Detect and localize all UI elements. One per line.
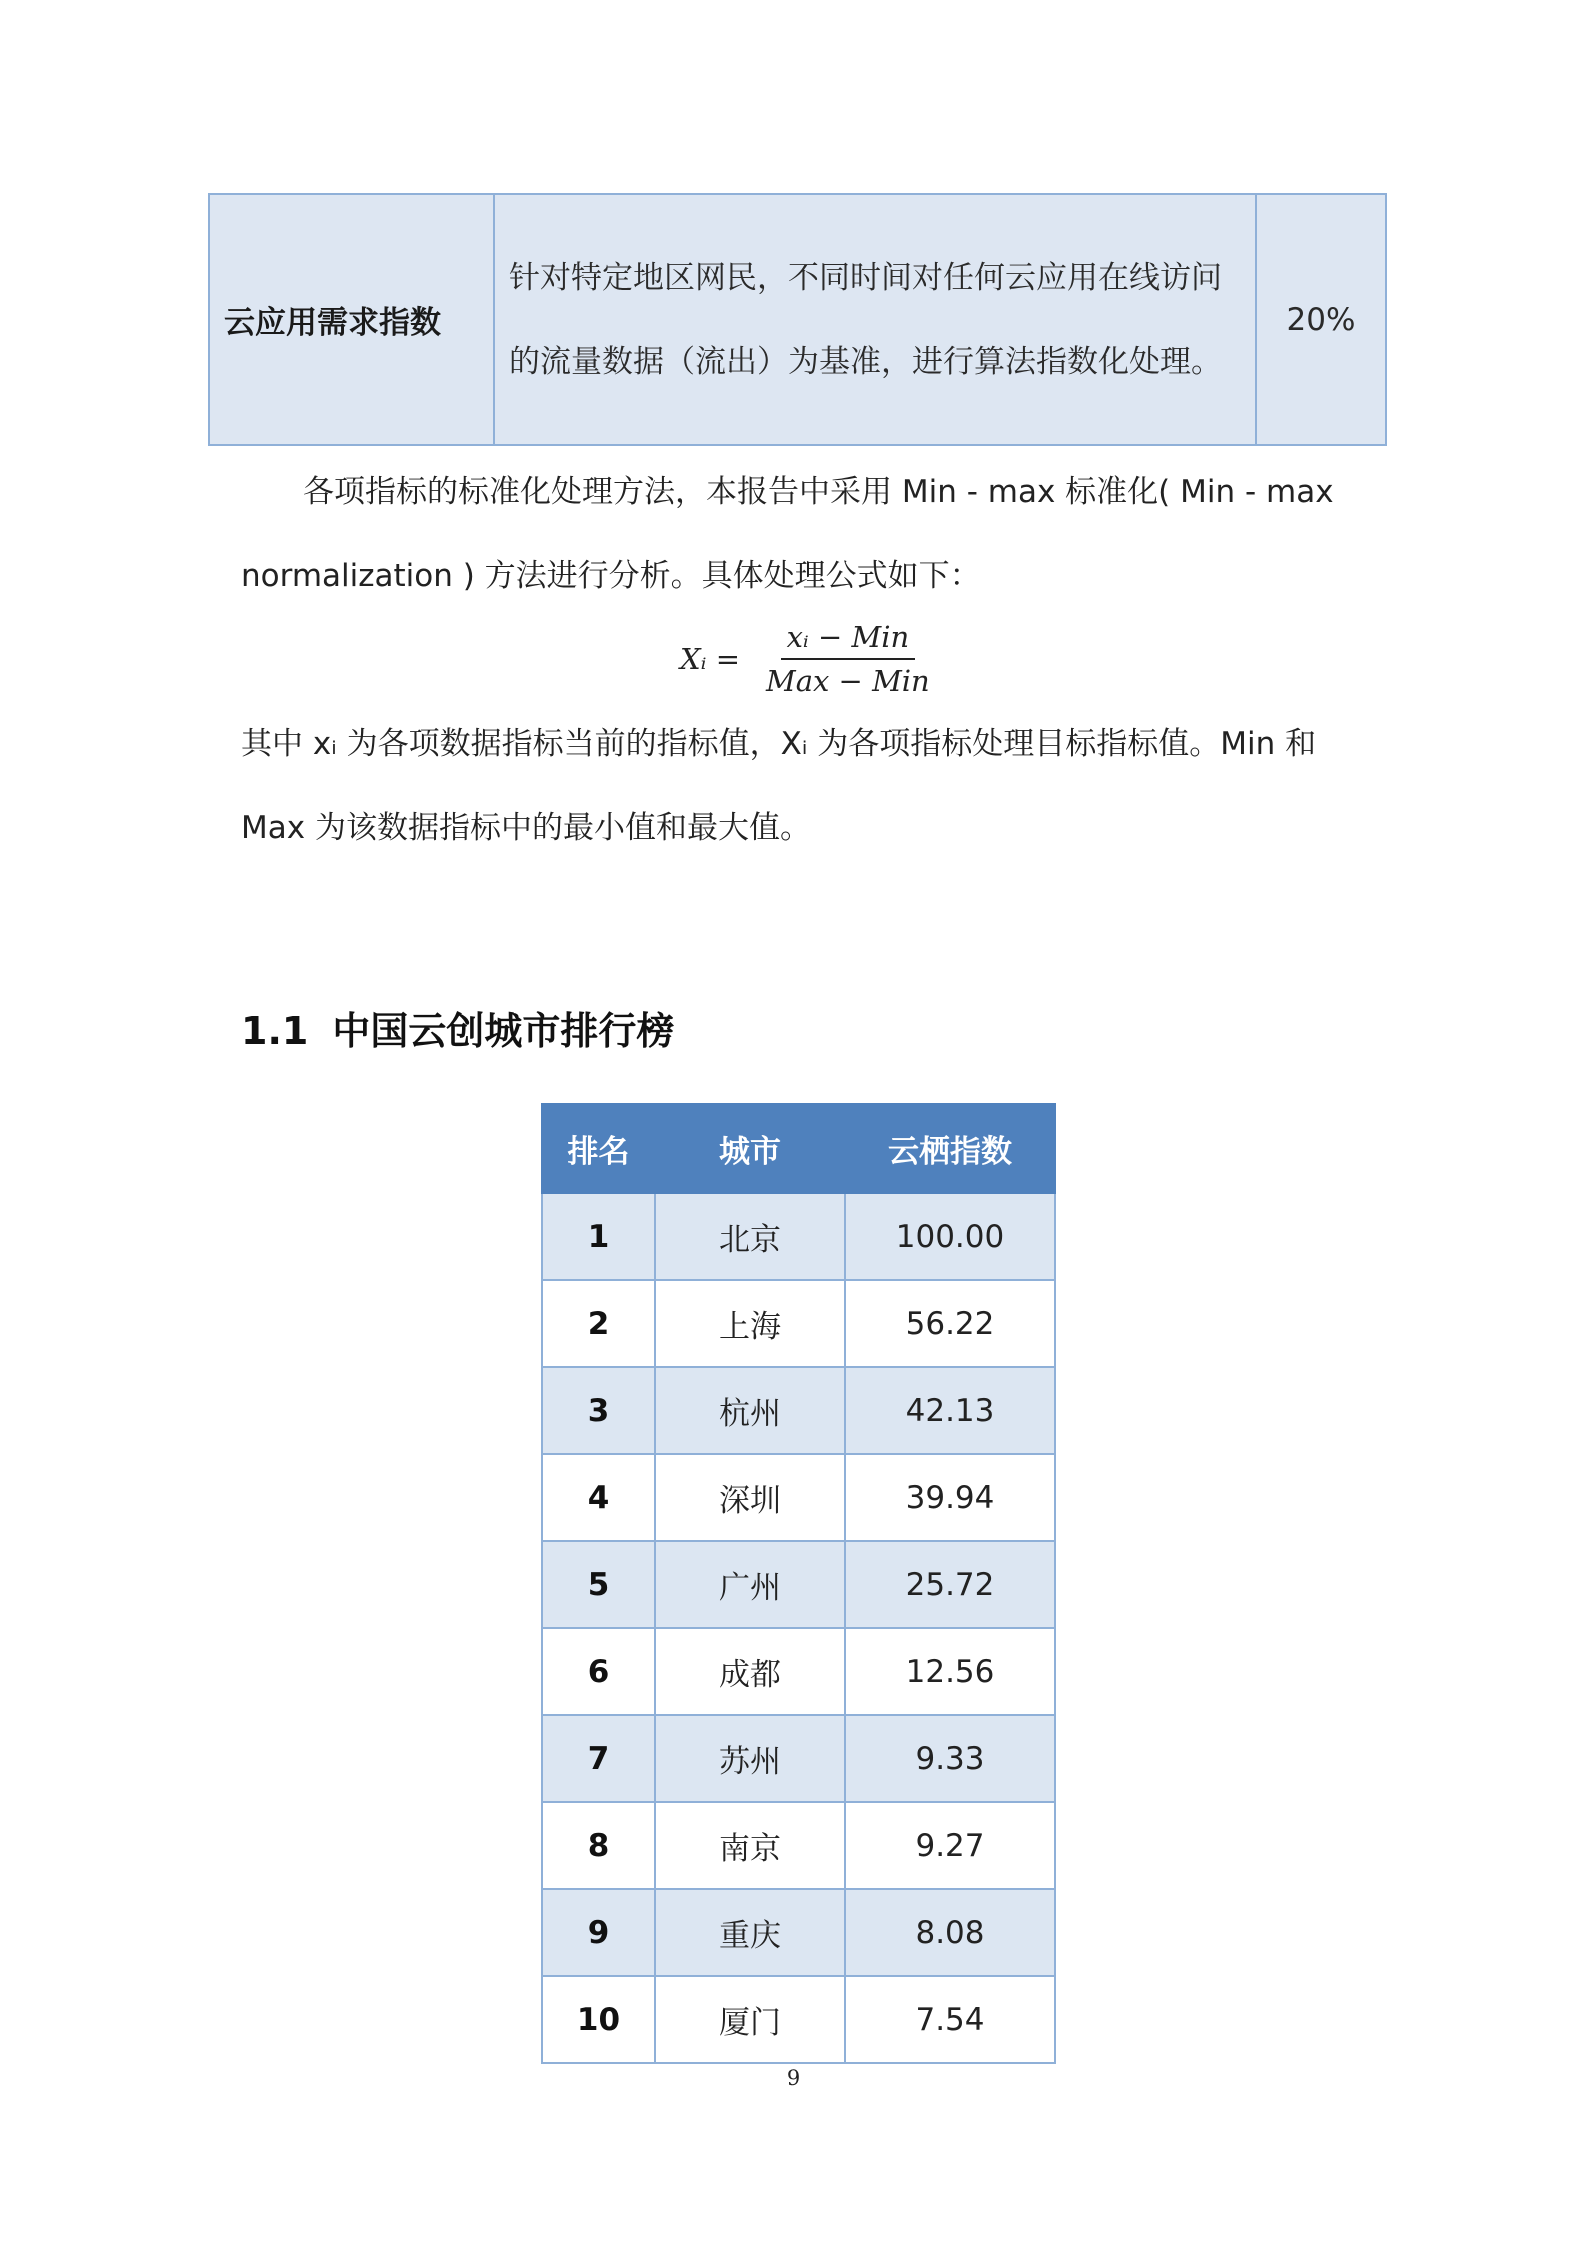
formula-denominator: Max − Min (766, 664, 930, 698)
normalization-paragraph-line-1: 各项指标的标准化处理方法，本报告中采用 Min - max 标准化( Min - max (303, 474, 1334, 510)
table-row (542, 1889, 1055, 1976)
rank-cell: 5 (542, 1541, 655, 1628)
rank-cell: 8 (542, 1802, 655, 1889)
rank-cell: 1 (542, 1193, 655, 1280)
table-row (542, 1541, 1055, 1628)
table-row (542, 1976, 1055, 2063)
header-rank: 排名 (542, 1104, 655, 1193)
city-cell: 厦门 (655, 1976, 845, 2063)
section-title: 中国云创城市排行榜 (332, 1009, 675, 1053)
header-city: 城市 (655, 1104, 845, 1193)
score-cell: 8.08 (845, 1889, 1055, 1976)
section-number: 1.1 (241, 1009, 309, 1053)
table-row (542, 1802, 1055, 1889)
rank-cell: 9 (542, 1889, 655, 1976)
index-name: 云应用需求指数 (209, 194, 494, 445)
normalization-paragraph-line-2: normalization ) 方法进行分析。具体处理公式如下： (241, 558, 981, 594)
city-cell: 苏州 (655, 1715, 845, 1802)
header-score: 云栖指数 (845, 1104, 1055, 1193)
score-cell: 12.56 (845, 1628, 1055, 1715)
rank-cell: 7 (542, 1715, 655, 1802)
rank-cell: 10 (542, 1976, 655, 2063)
city-ranking-table (541, 1103, 1056, 2064)
table-row (542, 1193, 1055, 1280)
score-cell: 42.13 (845, 1367, 1055, 1454)
score-cell: 9.33 (845, 1715, 1055, 1802)
score-cell: 100.00 (845, 1193, 1055, 1280)
index-weight: 20% (1256, 194, 1386, 445)
index-definition-table (208, 193, 1387, 446)
index-row (209, 194, 1386, 445)
city-cell: 重庆 (655, 1889, 845, 1976)
city-cell: 杭州 (655, 1367, 845, 1454)
formula-fraction (760, 620, 936, 698)
section-heading (241, 1000, 674, 1055)
score-cell: 7.54 (845, 1976, 1055, 2063)
table-row (542, 1715, 1055, 1802)
city-cell: 南京 (655, 1802, 845, 1889)
city-cell: 广州 (655, 1541, 845, 1628)
table-row (542, 1280, 1055, 1367)
score-cell: 39.94 (845, 1454, 1055, 1541)
explanation-paragraph-line-1: 其中 xᵢ 为各项数据指标当前的指标值，Xᵢ 为各项指标处理目标指标值。Min 和 (241, 726, 1317, 762)
explanation-paragraph-line-2: Max 为该数据指标中的最小值和最大值。 (241, 810, 811, 846)
score-cell: 25.72 (845, 1541, 1055, 1628)
city-cell: 深圳 (655, 1454, 845, 1541)
table-header-row (542, 1104, 1055, 1193)
rank-cell: 4 (542, 1454, 655, 1541)
score-cell: 56.22 (845, 1280, 1055, 1367)
city-cell: 上海 (655, 1280, 845, 1367)
formula-numerator: xᵢ − Min (781, 620, 916, 660)
rank-cell: 2 (542, 1280, 655, 1367)
page-number: 9 (786, 2066, 801, 2090)
normalization-formula (680, 614, 936, 704)
index-description: 针对特定地区网民，不同时间对任何云应用在线访问的流量数据（流出）为基准，进行算法指数化处理。 (494, 194, 1256, 445)
table-row (542, 1367, 1055, 1454)
table-row (542, 1628, 1055, 1715)
rank-cell: 3 (542, 1367, 655, 1454)
formula-lhs: Xᵢ = (680, 642, 740, 676)
city-cell: 北京 (655, 1193, 845, 1280)
table-row (542, 1454, 1055, 1541)
city-cell: 成都 (655, 1628, 845, 1715)
score-cell: 9.27 (845, 1802, 1055, 1889)
rank-cell: 6 (542, 1628, 655, 1715)
